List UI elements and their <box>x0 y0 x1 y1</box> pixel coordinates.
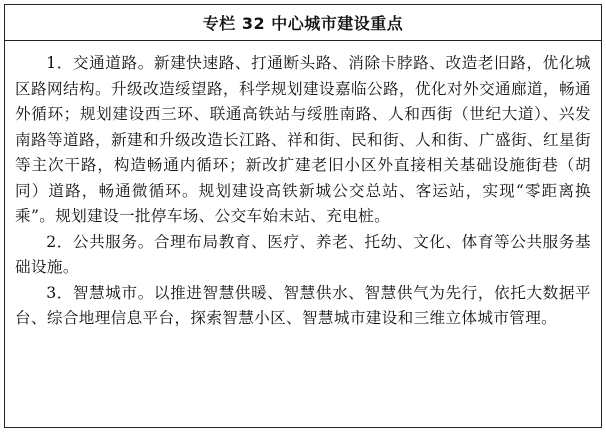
box-content <box>5 41 601 332</box>
box-header <box>5 5 601 41</box>
feature-box <box>4 4 602 428</box>
paragraph-smart-city: 3．智慧城市。以推进智慧供暖、智慧供水、智慧供气为先行，依托大数据平台、综合地理信息平台，探索智慧小区、智慧城市建设和三维立体城市管理。 <box>15 283 591 327</box>
paragraph-transport: 1．交通道路。新建快速路、打通断头路、消除卡脖路、改造老旧路，优化城区路网结构。升级改造绥望路，科学规划建设嘉临公路，优化对外交通廊道，畅通外循环；规划建设西三环、联通高铁站与绥胜南路、人和西街（世纪大道）、兴发南路等道路，新建和升级改造长江路、祥和街、民和街、人和街、广盛街、红星街等主次干路，构造畅通内循环；新改扩建老旧小区外直接相关基础设施街巷（胡同）道路，畅通微循环。规划建设高铁新城公交总站、客运站，实现“零距离换乘”。规划建设一批停车场、公交车始末站、充电桩。 <box>15 54 591 225</box>
box-title: 专栏 32 中心城市建设重点 <box>202 14 404 33</box>
paragraph-public-services: 2．公共服务。合理布局教育、医疗、养老、托幼、文化、体育等公共服务基础设施。 <box>15 232 591 276</box>
